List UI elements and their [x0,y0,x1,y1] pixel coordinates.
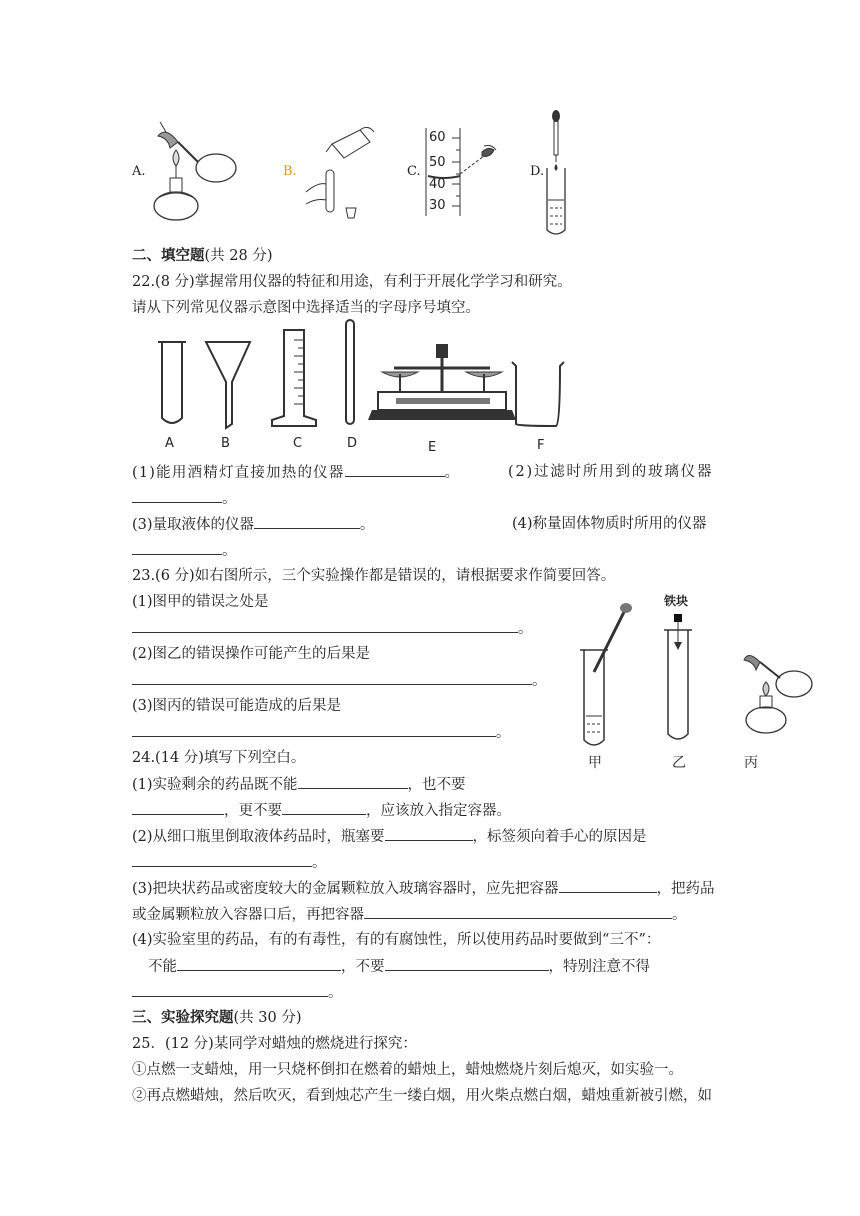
iron-block-label: 铁块 [664,594,689,608]
q24-part2-end: 。 [312,855,327,871]
section-3-title: 三、实验探究题 [132,1009,234,1026]
q23-part1-text: (1)图甲的错误之处是 [132,594,269,610]
section-2-title: 二、填空题 [132,247,205,264]
q23-blank1-end: 。 [518,621,533,637]
scale-tick-50: 50 [429,155,446,170]
scale-tick-30: 30 [429,198,446,213]
q22-blank4[interactable] [132,540,222,555]
wrong-operations-figure [576,604,816,754]
q24-blank1[interactable] [298,774,408,789]
section-2-meta: (共 28 分) [204,248,273,264]
q22-part4-end: 。 [222,543,237,559]
q24-blank7[interactable] [364,904,672,919]
q24-part4-text-d: ，特别注意不得 [548,959,650,975]
q23-blank2[interactable] [132,670,532,685]
section-3-meta: (共 30 分) [233,1010,302,1026]
q24-blank9[interactable] [385,956,549,971]
q24-part4-text-b: 不能 [148,959,177,975]
figure-label-jia: 甲 [588,755,602,771]
q24-blank6[interactable] [559,878,657,893]
q24-intro: 24.(14 分)填写下列空白。 [132,750,306,766]
instrument-label-e: E [428,440,437,455]
balance-e-icon [368,344,516,420]
q24-blank10[interactable] [132,982,328,997]
q22-part2-end: 。 [222,491,237,507]
q22-part1-text: (1)能用酒精灯直接加热的仪器 [132,465,345,481]
q22-blank1[interactable] [345,462,445,477]
q23-part2-text: (2)图乙的错误操作可能产生的后果是 [132,646,371,662]
option-d-label: D. [530,164,545,179]
figure-label-bing: 丙 [744,755,758,771]
q22-part1-end: 。 [444,465,461,481]
q24-part3-text-b: ，把药品 [656,881,715,897]
instrument-label-f: F [537,438,545,453]
instrument-label-b: B [221,436,230,451]
q22-instruction: 请从下列常见仪器示意图中选择适当的字母序号填空。 [132,300,480,316]
q22-part4-text: (4)称量固体物质时所用的仪器 [512,516,707,532]
q24-blank8[interactable] [177,956,341,971]
option-a-label: A. [132,164,146,179]
lab-instruments-figure [150,318,590,438]
alcohol-lamp-lighting-another-image [148,118,238,228]
q25-step1: ①点燃一支蜡烛，用一只烧杯倒扣在燃着的蜡烛上，蜡烛燃烧片刻后熄灭，如实验一。 [132,1062,683,1078]
q22-blank3[interactable] [254,514,360,529]
dropper-into-test-tube-image [544,108,584,238]
q24-part4-end: 。 [328,985,343,1001]
q24-blank3[interactable] [282,800,366,815]
q24-part1-text-b: ，也不要 [407,777,466,793]
beaker-f-icon [512,362,564,426]
q22-part2-text: (2)过滤时所用到的玻璃仪器 [508,464,714,480]
q23-blank1[interactable] [132,618,518,633]
q24-part4-text-c: ，不要 [341,959,385,975]
q23-intro: 23.(6 分)如右图所示，三个实验操作都是错误的，请根据要求作简要回答。 [132,568,616,584]
q24-part3-text-c: 或金属颗粒放入容器口后，再把容器 [132,907,364,923]
q22-part3-end: 。 [360,517,375,533]
graduated-cylinder-reading-image [420,126,510,220]
option-b-label: B. [283,164,297,179]
q25-intro: 25．(12 分)某同学对蜡烛的燃烧进行探究： [132,1036,417,1052]
q24-blank4[interactable] [385,826,473,841]
q23-blank3[interactable] [132,722,496,737]
q24-part1-text-c: ，更不要 [224,803,282,819]
q23-blank2-end: 。 [532,673,547,689]
q23-blank3-end: 。 [496,725,511,741]
scale-tick-60: 60 [429,130,446,145]
instrument-label-a: A [165,436,174,451]
q24-part2-text-b: ，标签须向着手心的原因是 [472,829,647,845]
test-tube-a-icon [162,342,182,423]
scale-tick-40: 40 [429,177,446,192]
q25-step2: ②再点燃蜡烛，然后吹灭，看到烛芯产生一缕白烟，用火柴点燃白烟，蜡烛重新被引燃，如 [132,1088,712,1104]
q22-blank2[interactable] [132,488,222,503]
q24-part3-text-a: (3)把块状药品或密度较大的金属颗粒放入玻璃容器时，应先把容器 [132,881,559,897]
glass-rod-d-icon [346,320,354,424]
q24-part3-end: 。 [672,907,687,923]
q23-part3-text: (3)图丙的错误可能造成的后果是 [132,698,342,714]
instrument-label-d: D [347,436,358,451]
instrument-label-c: C [293,436,303,451]
q24-blank2[interactable] [132,800,224,815]
graduated-cylinder-c-icon [272,330,316,426]
q24-blank5[interactable] [132,852,312,867]
option-c-label: C. [407,164,421,179]
funnel-b-icon [206,342,250,428]
q22-intro: 22.(8 分)掌握常用仪器的特征和用途，有利于开展化学学习和研究。 [132,274,572,290]
figure-label-yi: 乙 [672,755,686,771]
q22-part3-text: (3)量取液体的仪器 [132,517,255,533]
pouring-liquid-into-test-tube-image [298,122,378,222]
q24-part4-text-a: (4)实验室里的药品，有的有毒性，有的有腐蚀性，所以使用药品时要做到“三不”： [132,932,661,948]
q24-part1-text-d: ，应该放入指定容器。 [366,803,511,819]
q24-part1-text-a: (1)实验剩余的药品既不能 [132,777,298,793]
q24-part2-text-a: (2)从细口瓶里倒取液体药品时，瓶塞要 [132,829,385,845]
